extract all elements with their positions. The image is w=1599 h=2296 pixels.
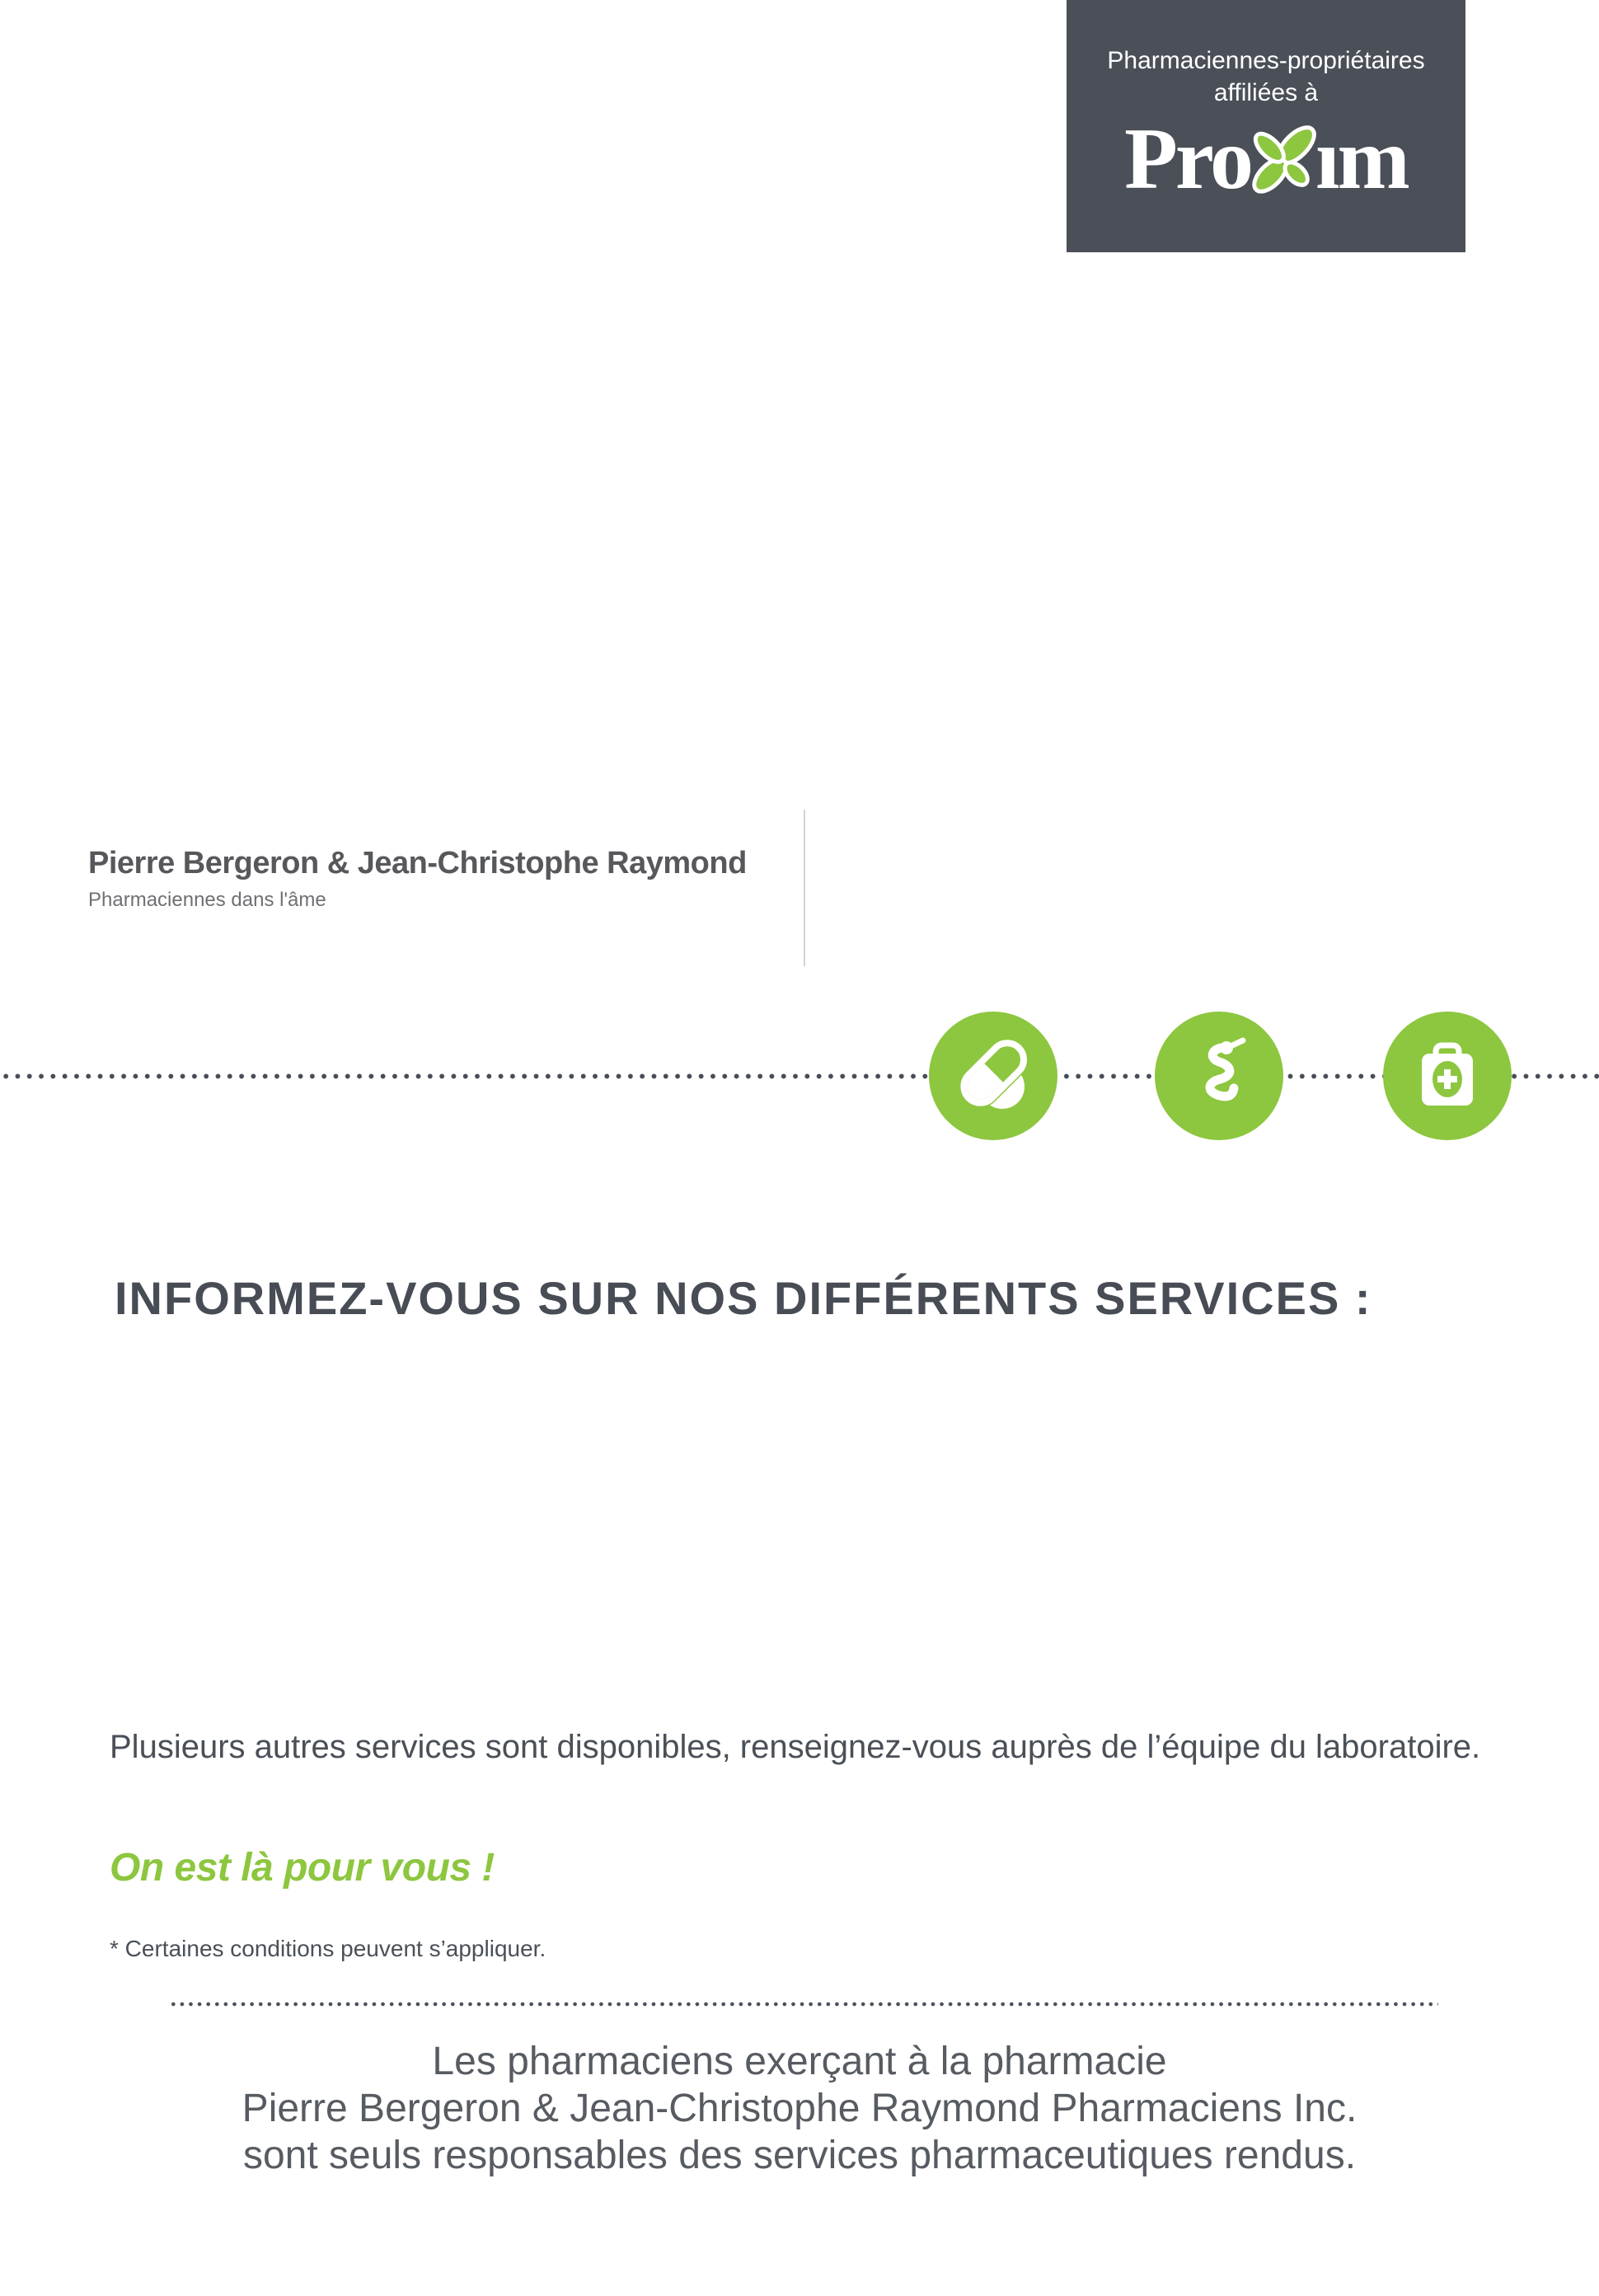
asclepius-icon <box>1178 1035 1260 1117</box>
footer-line2: Pierre Bergeron & Jean-Christophe Raymond Pharmaciens Inc. <box>241 2087 1358 2130</box>
pill-icon <box>952 1035 1034 1117</box>
first-aid-kit-icon <box>1406 1035 1489 1117</box>
footer-line1: Les pharmaciens exerçant à la pharmacie <box>432 2040 1167 2083</box>
vertical-divider <box>804 810 805 966</box>
affiliation-box <box>1067 0 1465 252</box>
service-circle-first-aid <box>1383 1012 1512 1140</box>
owners-block <box>88 846 747 912</box>
footer-line3: sont seuls responsables des services pharmaceutiques rendus. <box>242 2134 1357 2177</box>
disclaimer: * Certaines conditions peuvent s’appliquer. <box>110 1936 546 1961</box>
proxim-x-petals-icon <box>1243 120 1324 201</box>
dotted-divider-footer <box>169 2000 1438 2008</box>
slogan: On est là pour vous ! <box>110 1846 495 1890</box>
footer-disclaimer <box>0 2038 1599 2179</box>
proxim-logo-text-left: Pro <box>1124 110 1252 207</box>
affiliation-line2: affiliées à <box>1213 79 1319 106</box>
proxim-logo-text-right: ım <box>1315 110 1408 207</box>
dotted-divider-icons <box>0 1071 1599 1082</box>
affiliation-line1: Pharmaciennes-propriétaires <box>1107 47 1425 74</box>
service-circle-pill <box>929 1012 1057 1140</box>
proxim-logo <box>1067 110 1465 207</box>
owners-tagline: Pharmaciennes dans l'âme <box>88 889 326 911</box>
owners-names: Pierre Bergeron & Jean-Christophe Raymond <box>88 846 747 880</box>
services-heading: INFORMEZ-VOUS SUR NOS DIFFÉRENTS SERVICES : <box>115 1272 1372 1324</box>
services-note: Plusieurs autres services sont disponibles, renseignez-vous auprès de l’équipe du laboratoire. <box>110 1729 1481 1765</box>
service-circle-asclepius <box>1155 1012 1283 1140</box>
